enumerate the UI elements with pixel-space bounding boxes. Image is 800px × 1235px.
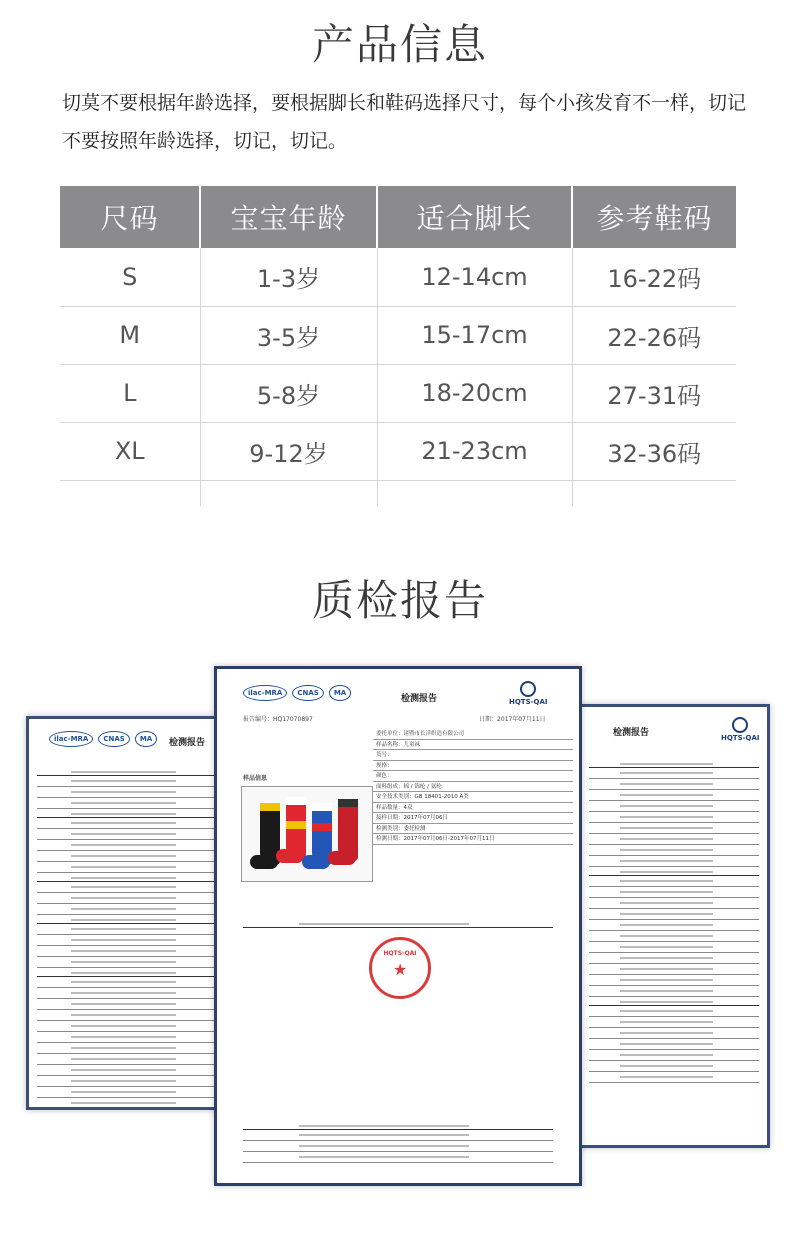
cell-size: L [60, 364, 200, 422]
cell-foot-length: 21-23cm [377, 422, 572, 480]
info-row: 委托单位：诸暨市长洋织造有限公司 [373, 729, 573, 740]
info-row: 安全技术类别：GB 18401-2010 A类 [373, 792, 573, 803]
report-title: 检测报告 [401, 694, 438, 704]
info-row: 规格： [373, 761, 573, 772]
info-row: 颜色： [373, 771, 573, 782]
cell-age: 9-12岁 [200, 422, 377, 480]
cell-shoe-size: 32-36码 [572, 422, 736, 480]
cell-foot-length: 12-14cm [377, 248, 572, 306]
ilac-logo-icon: ilac-MRA [243, 685, 287, 701]
sock-red [286, 797, 306, 859]
table-row [60, 248, 736, 306]
cell-shoe-size: 22-26码 [572, 306, 736, 364]
report-title: 检测报告 [613, 728, 650, 738]
table-row [60, 306, 736, 364]
report-date: 日期：2017年07月11日 [479, 716, 546, 723]
info-row: 接样日期：2017年07月06日 [373, 813, 573, 824]
size-chart-header-row [60, 186, 736, 248]
sock-spider [338, 799, 358, 861]
hqts-qai-logo: HQTS-QAI [509, 681, 548, 706]
report-number: 报告编号：HQ17070897 [243, 716, 313, 723]
info-row: 检测类别：委托检测 [373, 824, 573, 835]
hqts-qai-logo: HQTS-QAI [721, 717, 760, 742]
table-row-empty [60, 480, 736, 506]
sample-socks-photo [241, 786, 373, 882]
sample-info-heading: 样品信息 [243, 775, 268, 782]
report-page-right [578, 704, 770, 1148]
cnas-logo-icon: CNAS [98, 731, 129, 747]
section-title-product-info: 产品信息 [311, 20, 488, 69]
cell-age: 1-3岁 [200, 248, 377, 306]
cell-age: 3-5岁 [200, 306, 377, 364]
info-row: 面料组成：棉 / 锦纶 / 氨纶 [373, 782, 573, 793]
size-chart-table [60, 186, 736, 506]
report-page-left [26, 716, 238, 1110]
report-title: 检测报告 [169, 738, 206, 748]
info-row: 样品数量：4双 [373, 803, 573, 814]
ma-logo-icon: MA [135, 731, 157, 747]
cell-shoe-size: 27-31码 [572, 364, 736, 422]
cell-foot-length: 18-20cm [377, 364, 572, 422]
ilac-logo-icon: ilac-MRA [49, 731, 93, 747]
size-selection-note: 切莫不要根据年龄选择，要根据脚长和鞋码选择尺寸，每个小孩发育不一样，切记不要按照年龄选择，切记，切记。 [62, 92, 747, 152]
header-shoe-size: 参考鞋码 [572, 186, 736, 248]
section-title-quality-report: 质检报告 [311, 576, 488, 625]
sample-info-rows [373, 729, 573, 845]
magnifier-icon [520, 681, 536, 697]
inspection-seal-stamp: HQTS-QAI ★ [369, 937, 431, 999]
cell-shoe-size: 16-22码 [572, 248, 736, 306]
header-size: 尺码 [60, 186, 200, 248]
header-age: 宝宝年龄 [200, 186, 377, 248]
report-page-center [214, 666, 582, 1186]
table-row [60, 364, 736, 422]
cell-size: XL [60, 422, 200, 480]
cell-age: 5-8岁 [200, 364, 377, 422]
cell-foot-length: 15-17cm [377, 306, 572, 364]
cnas-logo-icon: CNAS [292, 685, 323, 701]
table-row [60, 422, 736, 480]
star-icon: ★ [393, 960, 408, 979]
ma-logo-icon: MA [329, 685, 351, 701]
magnifier-icon [732, 717, 748, 733]
header-foot-length: 适合脚长 [377, 186, 572, 248]
cell-size: S [60, 248, 200, 306]
info-row: 检测日期：2017年07月06日-2017年07月11日 [373, 834, 573, 845]
info-row: 样品名称：儿童袜 [373, 740, 573, 751]
info-row: 货号： [373, 750, 573, 761]
cell-size: M [60, 306, 200, 364]
